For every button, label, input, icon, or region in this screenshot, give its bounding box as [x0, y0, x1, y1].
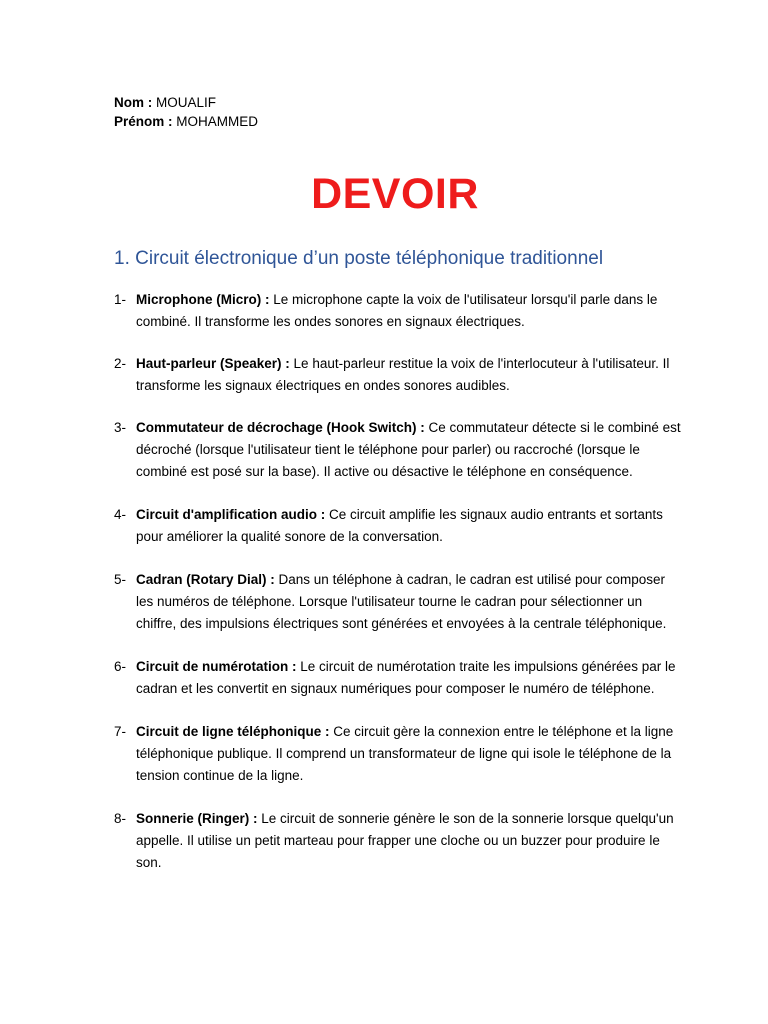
- item-term: Sonnerie (Ringer) :: [136, 811, 262, 826]
- item-number: 6-: [114, 659, 127, 674]
- item-text: Le circuit de sonnerie génère le son de la sonnerie lorsque quelqu'un appelle. Il utilise un petit marteau pour frapper une cloche ou un buzzer pour produire le son.: [136, 811, 674, 870]
- item-term: Haut-parleur (Speaker) :: [136, 356, 294, 371]
- item-text: Ce circuit gère la connexion entre le téléphone et la ligne téléphonique publique. Il comprend un transformateur de ligne qui isole le téléphone de la tension continue de la ligne.: [136, 724, 674, 783]
- nom-line: [114, 93, 258, 112]
- list-item: [114, 504, 684, 548]
- item-text: Ce commutateur détecte si le combiné est décroché (lorsque l'utilisateur tient le téléphone pour parler) ou raccroché (lorsque le combiné est posé sur la base). Il active ou désactive le téléphone en conséquence.: [136, 420, 681, 479]
- item-number: 1-: [114, 292, 127, 307]
- item-text: Le circuit de numérotation traite les impulsions générées par le cadran et les convertit en signaux numériques pour composer le numéro de téléphone.: [136, 659, 676, 696]
- list-item: [114, 721, 684, 787]
- prenom-value: MOHAMMED: [176, 114, 259, 129]
- document-title: DEVOIR: [311, 170, 479, 218]
- list-item: [114, 808, 684, 874]
- section-heading: 1. Circuit électronique d’un poste téléphonique traditionnel: [114, 248, 604, 269]
- component-list: [114, 289, 684, 874]
- nom-label: Nom :: [114, 95, 153, 110]
- item-text: Le microphone capte la voix de l'utilisateur lorsqu'il parle dans le combiné. Il transforme les ondes sonores en signaux électriques.: [136, 292, 658, 329]
- item-number: 5-: [114, 572, 127, 587]
- item-term: Circuit d'amplification audio :: [136, 507, 329, 522]
- item-term: Commutateur de décrochage (Hook Switch) :: [136, 420, 429, 435]
- item-term: Circuit de ligne téléphonique :: [136, 724, 334, 739]
- list-item: [114, 656, 684, 700]
- item-number: 3-: [114, 420, 127, 435]
- item-text: Le haut-parleur restitue la voix de l'interlocuteur à l'utilisateur. Il transforme les signaux électriques en ondes sonores audibles.: [136, 356, 670, 393]
- item-number: 7-: [114, 724, 127, 739]
- list-item: [114, 353, 684, 397]
- item-number: 8-: [114, 811, 127, 826]
- prenom-label: Prénom :: [114, 114, 173, 129]
- item-number: 4-: [114, 507, 127, 522]
- prenom-line: [114, 112, 258, 131]
- item-number: 2-: [114, 356, 127, 371]
- nom-value: MOUALIF: [156, 95, 217, 110]
- item-term: Circuit de numérotation :: [136, 659, 301, 674]
- item-text: Ce circuit amplifie les signaux audio entrants et sortants pour améliorer la qualité sonore de la conversation.: [136, 507, 663, 544]
- item-term: Cadran (Rotary Dial) :: [136, 572, 279, 587]
- item-text: Dans un téléphone à cadran, le cadran est utilisé pour composer les numéros de téléphone. Lorsque l'utilisateur tourne le cadran pour sélectionner un chiffre, des impulsions électriques sont générées et envoyées à la centrale téléphonique.: [136, 572, 667, 631]
- item-term: Microphone (Micro) :: [136, 292, 274, 307]
- list-item: [114, 569, 684, 635]
- list-item: [114, 289, 684, 333]
- list-item: [114, 417, 684, 483]
- student-identity: [114, 93, 258, 131]
